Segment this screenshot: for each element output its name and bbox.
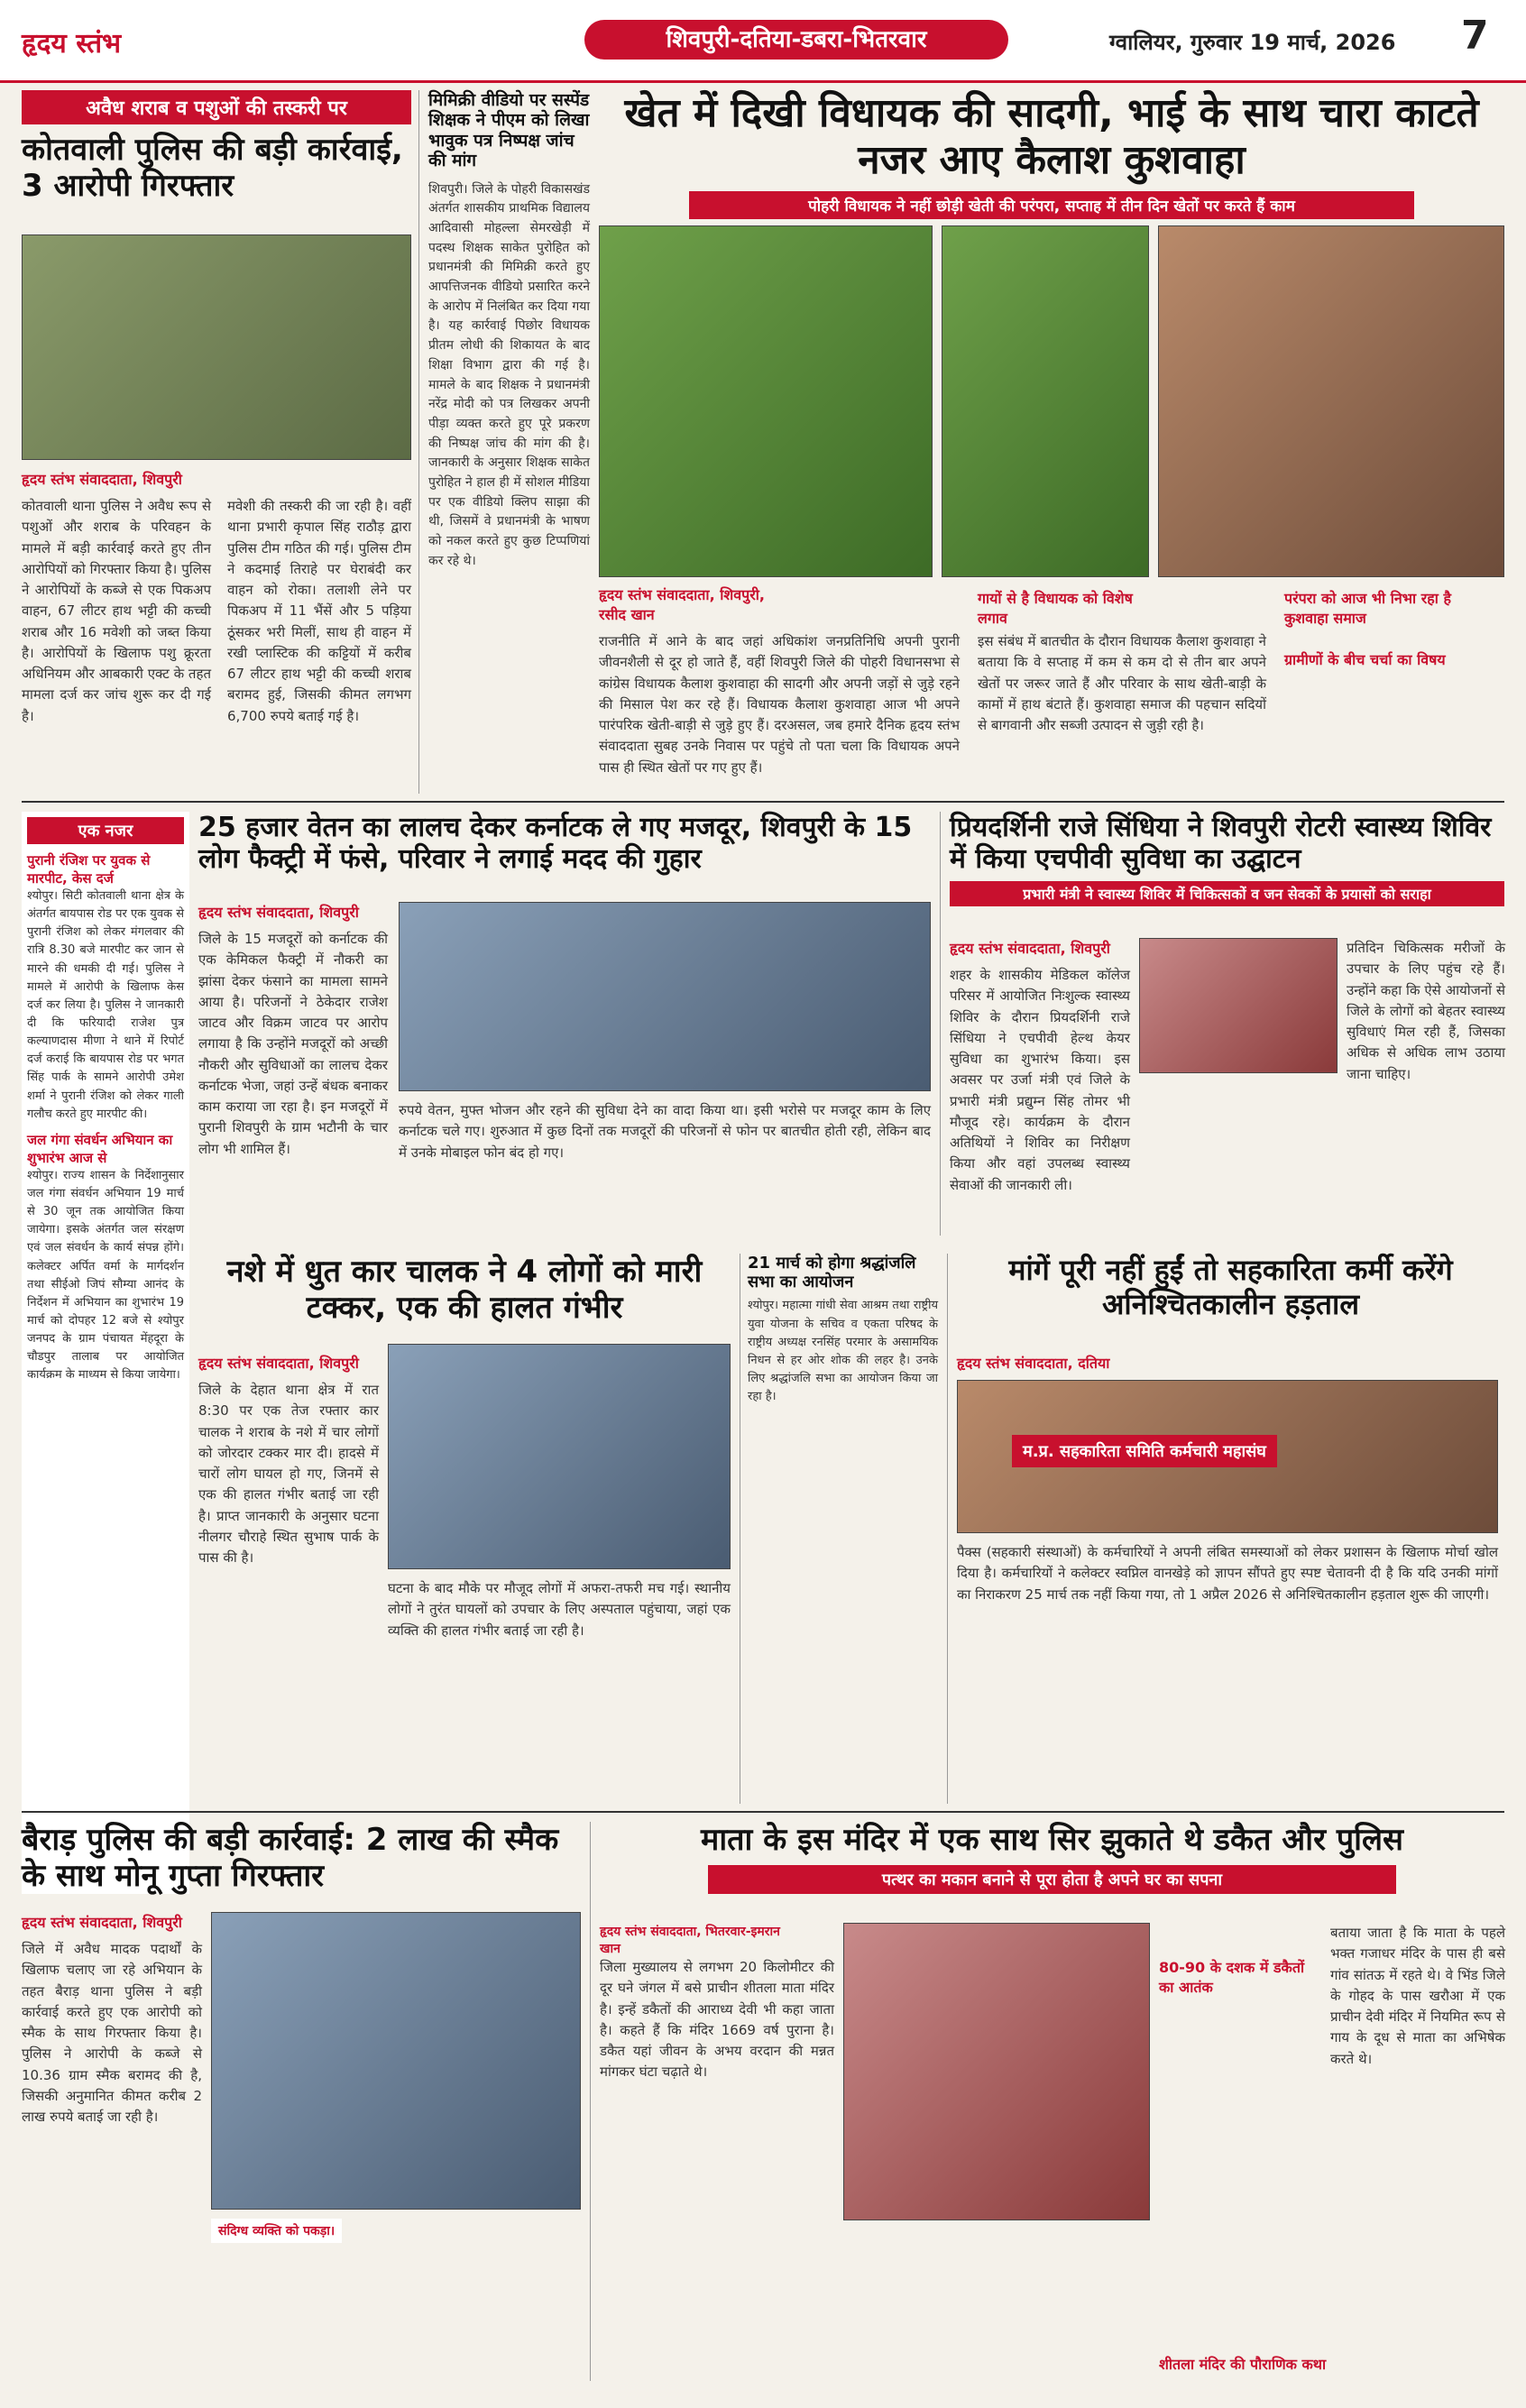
lead-subhead-3: ग्रामीणों के बीच चर्चा का विषय [1284,651,1446,668]
story-smack-arrest [22,1822,581,2381]
story-mimicry [418,90,590,794]
story-temple [590,1822,1504,2381]
story-headline: 25 हजार वेतन का लालच देकर कर्नाटक ले गए मजदूर, शिवपुरी के 15 लोग फैक्ट्री में फंसे, परिवार ने लगाई मदद की गुहार [198,812,913,876]
story-byline: हृदय स्तंभ संवाददाता, शिवपुरी [950,940,1110,957]
story-photo [957,1380,1498,1533]
lead-photo-field [599,225,933,577]
sidebar-title: एक नजर [27,817,184,844]
story-photo [388,1344,731,1569]
lead-subhead-1: गायों से है विधायक को विशेष लगाव [978,590,1133,627]
lead-subhead-2: परंपरा को आज भी निभा रहा है कुशवाहा समाज [1284,590,1451,627]
story-body-2: प्रतिदिन चिकित्सक मरीजों के उपचार के लिए पहुंच रहे हैं। उन्होंने कहा कि ऐसे आयोजनों से जिले के लोगों को बेहतर स्वास्थ्य सुविधाएं मिल रही हैं, जिसका अधिक से अधिक लाभ उठाया जाना चाहिए। [1347,940,1505,1082]
story-body-2: घटना के बाद मौके पर मौजूद लोगों में अफरा-तफरी मच गई। स्थानीय लोगों ने तुरंत घायलों को उपचार के लिए अस्पताल पहुंचाया, जहां एक व्यक्ति की हालत गंभीर बताई जा रही है। [388,1580,731,1639]
story-deck: पत्थर का मकान बनाने से पूरा होता है अपने घर का सपना [708,1865,1396,1894]
story-body: जिले के 15 मजदूरों को कर्नाटक की एक केमिकल फैक्ट्री में नौकरी का झांसा देकर फंसाने का मामला सामने आया है। परिजनों ने ठेकेदार राजेश जाटव और विक्रम जाटव पर आरोप लगाया है कि उन्होंने मजदूरों को अच्छी नौकरी और सुविधाओं का लालच देकर कर्नाटक भेजा, जहां उन्हें बंधक बनाकर काम कराया जा रहा है। इन मजदूरों में पुरानी शिवपुरी के ग्राम भटौनी के चार लोग भी शामिल हैं। [198,931,388,1157]
story-headline: मांगें पूरी नहीं हुईं तो सहकारिता कर्मी करेंगे अनिश्चितकालीन हड़ताल [1008,1253,1453,1321]
lead-byline: हृदय स्तंभ संवाददाता, शिवपुरी, रसीद खान [599,586,765,623]
story-body: पैक्स (सहकारी संस्थाओं) के कर्मचारियों ने अपनी लंबित समस्याओं को लेकर प्रशासन के खिलाफ मोर्चा खोल दिया है। कर्मचारियों ने कलेक्टर स्वप्निल वानखेड़े को ज्ञापन सौंपते हुए स्पष्ट चेतावनी दी है कि यदि उनकी मांगों का निराकरण 25 मार्च तक नहीं किया गया, तो 1 अप्रैल 2026 से अनिश्चितकालीन हड़ताल शुरू की जाएगी। [957,1544,1498,1603]
story-byline: हृदय स्तंभ संवाददाता, शिवपुरी [22,1914,182,1931]
story-byline: हृदय स्तंभ संवाददाता, भितरवार-इमरान खान [600,1925,780,1956]
story-byline: हृदय स्तंभ संवाददाता, दतिया [957,1355,1110,1372]
story-photo-idols [843,1923,1150,2220]
story-headline: बैराड़ पुलिस की बड़ी कार्रवाई: 2 लाख की स्मैक के साथ मोनू गुप्ता गिरफ्तार [22,1822,559,1895]
sidebar-item1-headline: पुरानी रंजिश पर युवक से मारपीट, केस दर्ज [27,852,151,887]
story-body-2: रुपये वेतन, मुफ्त भोजन और रहने की सुविधा देने का वादा किया था। इसी भरोसे पर मजदूर काम के लिए कर्नाटक चले गए। शुरुआत में कुछ दिनों तक मजदूरों की परिजनों से फोन पर बातचीत होती रही, लेकिन बाद में उनके मोबाइल फोन बंद हो गए। [399,1102,931,1161]
story-photo [211,1912,581,2210]
story-body-2: बताया जाता है कि माता के पहले भक्त गजाधर मंदिर के पास ही बसे गांव सांतऊ में रहते थे। वे भिंड जिले के गोहद के पास खरौआ में एक प्राचीन देवी मंदिर में नियमित रूप से गाय के दूध से माता का अभिषेक करते थे। [1330,1925,1505,2067]
lead-story [599,90,1504,794]
sidebar-item1-body: श्योपुर। सिटी कोतवाली थाना क्षेत्र के अंतर्गत बायपास रोड पर एक युवक से पुरानी रंजिश को लेकर मंगलवार की रात्रि 8.30 बजे मारपीट कर जान से मारने की धमकी दी गई। पुलिस ने मामले में आरोपी के खिलाफ केस दर्ज कर लिया है। पुलिस ने जानकारी दी कि फरियादी राजेश पुत्र कल्याणदास मीणा ने थाने में रिपोर्ट दर्ज कराई कि बायपास रोड पर भगत सिंह पार्क के सामने आरोपी उमेश शर्मा ने पुरानी रंजिश को लेकर गाली गलौच करते हुए मारपीट की। [27,889,184,1121]
lead-deck: पोहरी विधायक ने नहीं छोड़ी खेती की परंपरा, सप्ताह में तीन दिन खेतों पर करते हैं काम [689,191,1414,219]
story-body: जिले में अवैध मादक पदार्थों के खिलाफ चलाए जा रहे अभियान के तहत बैराड़ थाना पुलिस ने बड़ी कार्रवाई करते हुए एक आरोपी को स्मैक के साथ गिरफ्तार किया है। पुलिस ने आरोपी के कब्जे से 10.36 ग्राम स्मैक बरामद की है, जिसकी अनुमानित कीमत करीब 2 लाख रुपये बताई जा रही है। [22,1941,202,2125]
story-rotary [940,812,1504,1236]
edition-banner: शिवपुरी-दतिया-डबरा-भितरवार [584,20,1008,60]
story-headline: मिमिक्री वीडियो पर सस्पेंड शिक्षक ने पीएम को लिखा भावुक पत्र निष्पक्ष जांच की मांग [428,90,590,171]
sidebar-item2-body: श्योपुर। राज्य शासन के निर्देशानुसार जल गंगा संवर्धन अभियान 19 मार्च से 30 जून तक आयोजित किया जायेगा। इसके अंतर्गत जल संरक्षण एवं जल संवर्धन के कार्य संपन्न होंगे। कलेक्टर अर्पित वर्मा के मार्गदर्शन तथा सीईओ जिपं सौम्या आनंद के निर्देशन में अभियान का शुभारंभ 19 मार्च को दोपहर 12 बजे से श्योपुर जनपद के ग्राम पंचायत मेंहदूरा के चौडपुर तालाब पर आयोजित कार्यक्रम के माध्यम से किया जायेगा। [27,1168,184,1383]
sidebar-ek-nazar [22,812,189,1894]
lead-photo-cattle [1158,225,1504,577]
story-car-accident [198,1254,731,1804]
story-byline: हृदय स्तंभ संवाददाता, शिवपुरी [22,471,182,488]
section-divider-2 [22,1811,1504,1813]
story-byline: हृदय स्तंभ संवाददाता, शिवपुरी [198,904,359,921]
story-shraddhanjali [740,1254,938,1804]
story-subhead-2: शीतला मंदिर की पौराणिक कथा [1159,2356,1327,2373]
story-photo [399,902,931,1091]
photo-caption: संदिग्ध व्यक्ति को पकड़ा। [211,2219,342,2243]
story-byline: हृदय स्तंभ संवाददाता, शिवपुरी [198,1355,359,1372]
section-divider [22,801,1504,803]
story-body: श्योपुर। महात्मा गांधी सेवा आश्रम तथा राष्ट्रीय युवा योजना के सचिव व एकता परिषद के राष्ट्रीय अध्यक्ष रनसिंह परमार के असामयिक निधन से हर ओर शोक की लहर है। उनके लिए श्रद्धांजलि सभा का आयोजन किया जा रहा है। [748,1299,938,1404]
story-photo [1139,938,1338,1073]
lead-body: राजनीति में आने के बाद जहां अधिकांश जनप्रतिनिधि अपनी पुरानी जीवनशैली से दूर हो जाते हैं, वहीं शिवपुरी जिले की पोहरी विधानसभा से कांग्रेस विधायक कैलाश कुशवाहा की सादगी और अपनी जड़ों से जुड़े रहने की मिसाल पेश कर रहे हैं। विधायक कैलाश कुशवाहा आज भी अपने पारंपरिक खेती-बाड़ी से जुड़े हुए हैं। दरअसल, जब हमारे दैनिक हृदय स्तंभ संवाददाता सुबह उनके निवास पर पहुंचे तो पता चला कि विधायक अपने पास ही स्थित खेतों पर गए हुए हैं। [599,633,960,776]
story-subhead-1: 80-90 के दशक में डकैतों का आतंक [1159,1959,1305,1996]
story-photo [22,234,411,460]
sidebar-item2-headline: जल गंगा संवर्धन अभियान का शुभारंभ आज से [27,1131,173,1166]
story-headline: कोतवाली पुलिस की बड़ी कार्रवाई, 3 आरोपी गिरफ्तार [22,132,403,205]
story-body: कोतवाली थाना पुलिस ने अवैध रूप से पशुओं और शराब के परिवहन के मामले में बड़ी कार्रवाई करते हुए तीन आरोपियों को गिरफ्तार किया है। पुलिस ने आरोपियों के कब्जे से एक पिकअप वाहन, 67 लीटर हाथ भट्टी की कच्ची शराब और 16 मवेशी को जब्त किया है। आरोपियों के खिलाफ पशु क्रूरता अधिनियम और आबकारी एक्ट के तहत मामला दर्ज कर जांच शुरू कर दी गई है। [22,498,211,724]
story-deck: प्रभारी मंत्री ने स्वास्थ्य शिविर में चिकित्सकों व जन सेवकों के प्रयासों को सराहा [950,881,1504,906]
story-headline: माता के इस मंदिर में एक साथ सिर झुकाते थे डकैत और पुलिस [701,1822,1403,1858]
story-karnataka [198,812,931,1245]
lead-body-2: इस संबंध में बातचीत के दौरान विधायक कैलाश कुशवाहा ने बताया कि वे सप्ताह में कम से कम दो से तीन बार अपने खेतों पर जरूर जाते हैं और परिवार के साथ खेती-बाड़ी के कामों में हाथ बंटाते हैं। कुशवाहा समाज की पहचान सदियों से बागवानी और सब्जी उत्पादन से जुड़ी रही है। [978,633,1266,733]
lead-photo-harvest [942,225,1149,577]
story-body-col2: मवेशी की तस्करी की जा रही है। वहीं थाना प्रभारी कृपाल सिंह राठौड़ द्वारा पुलिस टीम गठित की गई। पुलिस टीम ने कदमाई तिराहे पर घेराबंदी कर वाहन को रोका। तलाशी लेने पर पिकअप में 11 भैंसें और 5 पड़िया ठूंसकर भरी मिलीं, साथ ही वाहन में रखी प्लास्टिक की कट्टियों में करीब 67 लीटर हाथ भट्टी की कच्ची शराब बरामद हुई, जिसकी कीमत लगभग 6,700 रुपये बताई गई है। [227,498,411,724]
story-headline: 21 मार्च को होगा श्रद्धांजलि सभा का आयोजन [748,1254,916,1292]
page-number: 7 [1461,13,1489,59]
story-cooperative-strike [947,1254,1504,1804]
lead-headline: खेत में दिखी विधायक की सादगी, भाई के साथ चारा काटते नजर आए कैलाश कुशवाहा [624,90,1479,183]
story-headline: नशे में धुत कार चालक ने 4 लोगों को मारी टक्कर, एक की हालत गंभीर [226,1254,703,1327]
page-header [0,0,1526,83]
protest-banner: म.प्र. सहकारिता समिति कर्मचारी महासंघ [1012,1435,1277,1467]
story-body: जिले के देहात थाना क्षेत्र में रात 8:30 पर एक तेज रफ्तार कार चालक ने शराब के नशे में चार लोगों को जोरदार टक्कर मार दी। हादसे में चारों लोग घायल हो गए, जिनमें से एक की हालत गंभीर बताई जा रही है। प्राप्त जानकारी के अनुसार घटना नीलगर चौराहे स्थित सुभाष पार्क के पास की है। [198,1382,379,1566]
dateline: ग्वालियर, गुरुवार 19 मार्च, 2026 [1109,30,1396,55]
story-body: शहर के शासकीय मेडिकल कॉलेज परिसर में आयोजित निःशुल्क स्वास्थ्य शिविर के दौरान प्रियदर्शिनी राजे सिंधिया ने एचपीवी हेल्थ केयर सुविधा का शुभारंभ किया। इस अवसर पर उर्जा मंत्री एवं जिले के प्रभारी मंत्री प्रद्युम्न सिंह तोमर भी मौजूद रहे। कार्यक्रम के दौरान अतिथियों ने शिविर का निरीक्षण किया और वहां उपलब्ध स्वास्थ्य सेवाओं की जानकारी ली। [950,967,1130,1193]
story-kicker: अवैध शराब व पशुओं की तस्करी पर [22,90,411,124]
story-headline: प्रियदर्शिनी राजे सिंधिया ने शिवपुरी रोटरी स्वास्थ्य शिविर में किया एचपीवी सुविधा का उद्घाटन [950,812,1492,876]
story-body: जिला मुख्यालय से लगभग 20 किलोमीटर की दूर घने जंगल में बसे प्राचीन शीतला माता मंदिर है। इन्हें डकैतों की आराध्य देवी भी कहा जाता है। कहते हैं कि मंदिर 1669 वर्ष पुराना है। डकैत यहां जीवन के अभय वरदान की मन्नत मांगकर घंटा चढ़ाते थे। [600,1959,834,2081]
masthead-brand: हृदय स्तंभ [22,28,122,60]
story-body: शिवपुरी। जिले के पोहरी विकासखंड अंतर्गत शासकीय प्राथमिक विद्यालय आदिवासी मोहल्ला सेमरखेड़ी में पदस्थ शिक्षक साकेत पुरोहित को प्रधानमंत्री की मिमिक्री करते हुए आपत्तिजनक वीडियो प्रसारित करने के आरोप में निलंबित कर दिया गया है। यह कार्रवाई पिछोर विधायक प्रीतम लोधी की शिकायत के बाद शिक्षा विभाग द्वारा की गई है। मामले के बाद शिक्षक ने प्रधानमंत्री नरेंद्र मोदी को पत्र लिखकर अपनी पीड़ा व्यक्त करते हुए पूरे प्रकरण की निष्पक्ष जांच की मांग की है। जानकारी के अनुसार शिक्षक साकेत पुरोहित ने हाल ही में सोशल मीडिया पर एक वीडियो क्लिप साझा की थी, जिसमें वे प्रधानमंत्री के भाषण को नकल करते हुए कुछ टिप्पणियां कर रहे थे। [428,181,590,568]
